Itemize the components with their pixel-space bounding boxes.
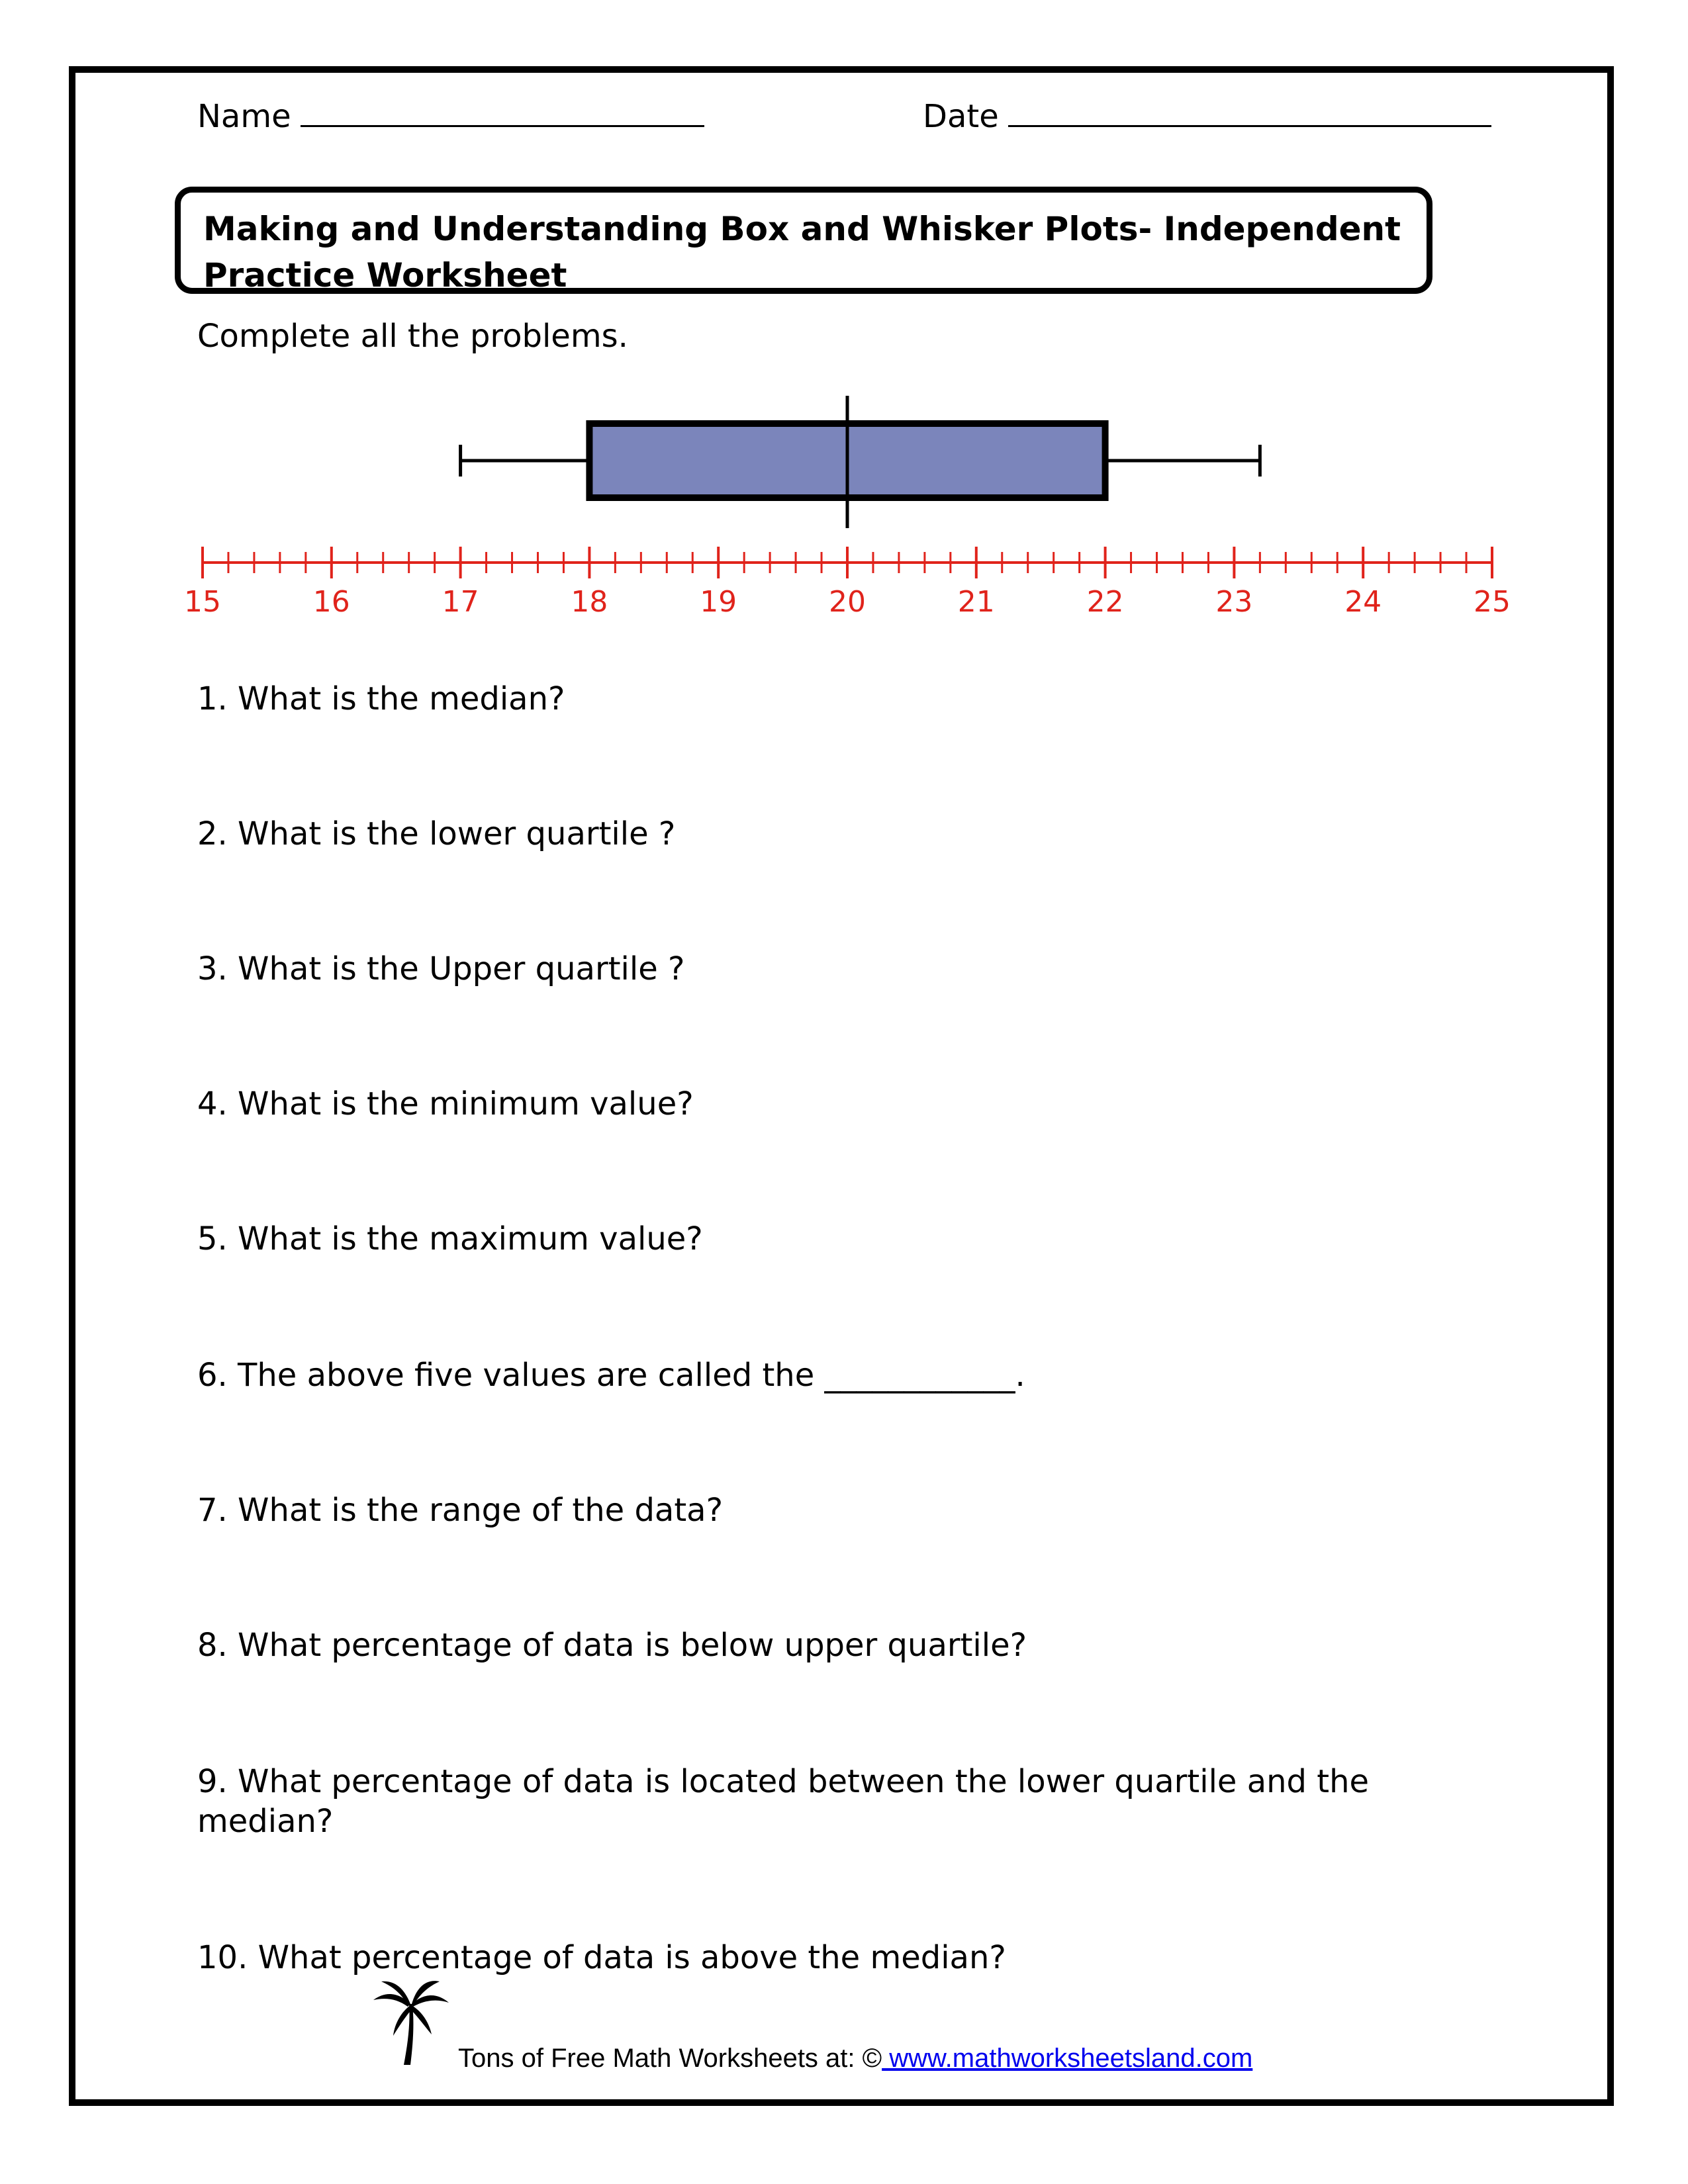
tick-label: 24 (1344, 585, 1382, 619)
palm-tree-icon (371, 1978, 450, 2070)
question-6: 6. The above five values are called the ____________. (197, 1357, 1025, 1394)
question-5: 5. What is the maximum value? (197, 1220, 703, 1257)
tick-label: 19 (700, 585, 737, 619)
tick-label: 15 (184, 585, 221, 619)
tick-label: 21 (957, 585, 995, 619)
footer-text: Tons of Free Math Worksheets at: © (458, 2044, 882, 2073)
question-9: 9. What percentage of data is located between the lower quartile and the median? (197, 1763, 1370, 1840)
question-4: 4. What is the minimum value? (197, 1085, 694, 1122)
question-10: 10. What percentage of data is above the median? (197, 1939, 1006, 1976)
footer-link[interactable]: www.mathworksheetsland.com (882, 2044, 1253, 2073)
question-7: 7. What is the range of the data? (197, 1492, 724, 1529)
question-1: 1. What is the median? (197, 680, 565, 717)
tick-label: 23 (1215, 585, 1253, 619)
tick-label: 20 (829, 585, 866, 619)
name-label: Name (197, 98, 291, 135)
tick-label: 16 (312, 585, 350, 619)
question-3: 3. What is the Upper quartile ? (197, 950, 685, 987)
date-label: Date (923, 98, 999, 135)
question-8: 8. What percentage of data is below upper quartile? (197, 1627, 1027, 1664)
tick-label: 25 (1474, 585, 1511, 619)
instructions: Complete all the problems. (197, 318, 628, 355)
tick-label: 17 (442, 585, 479, 619)
worksheet-title: Making and Understanding Box and Whisker Plots- Independent Practice Worksheet (203, 210, 1401, 295)
tick-label: 18 (571, 585, 608, 619)
question-2: 2. What is the lower quartile ? (197, 815, 676, 852)
footer (458, 2044, 1252, 2073)
box-whisker-plot (0, 0, 1688, 635)
tick-label: 22 (1086, 585, 1124, 619)
